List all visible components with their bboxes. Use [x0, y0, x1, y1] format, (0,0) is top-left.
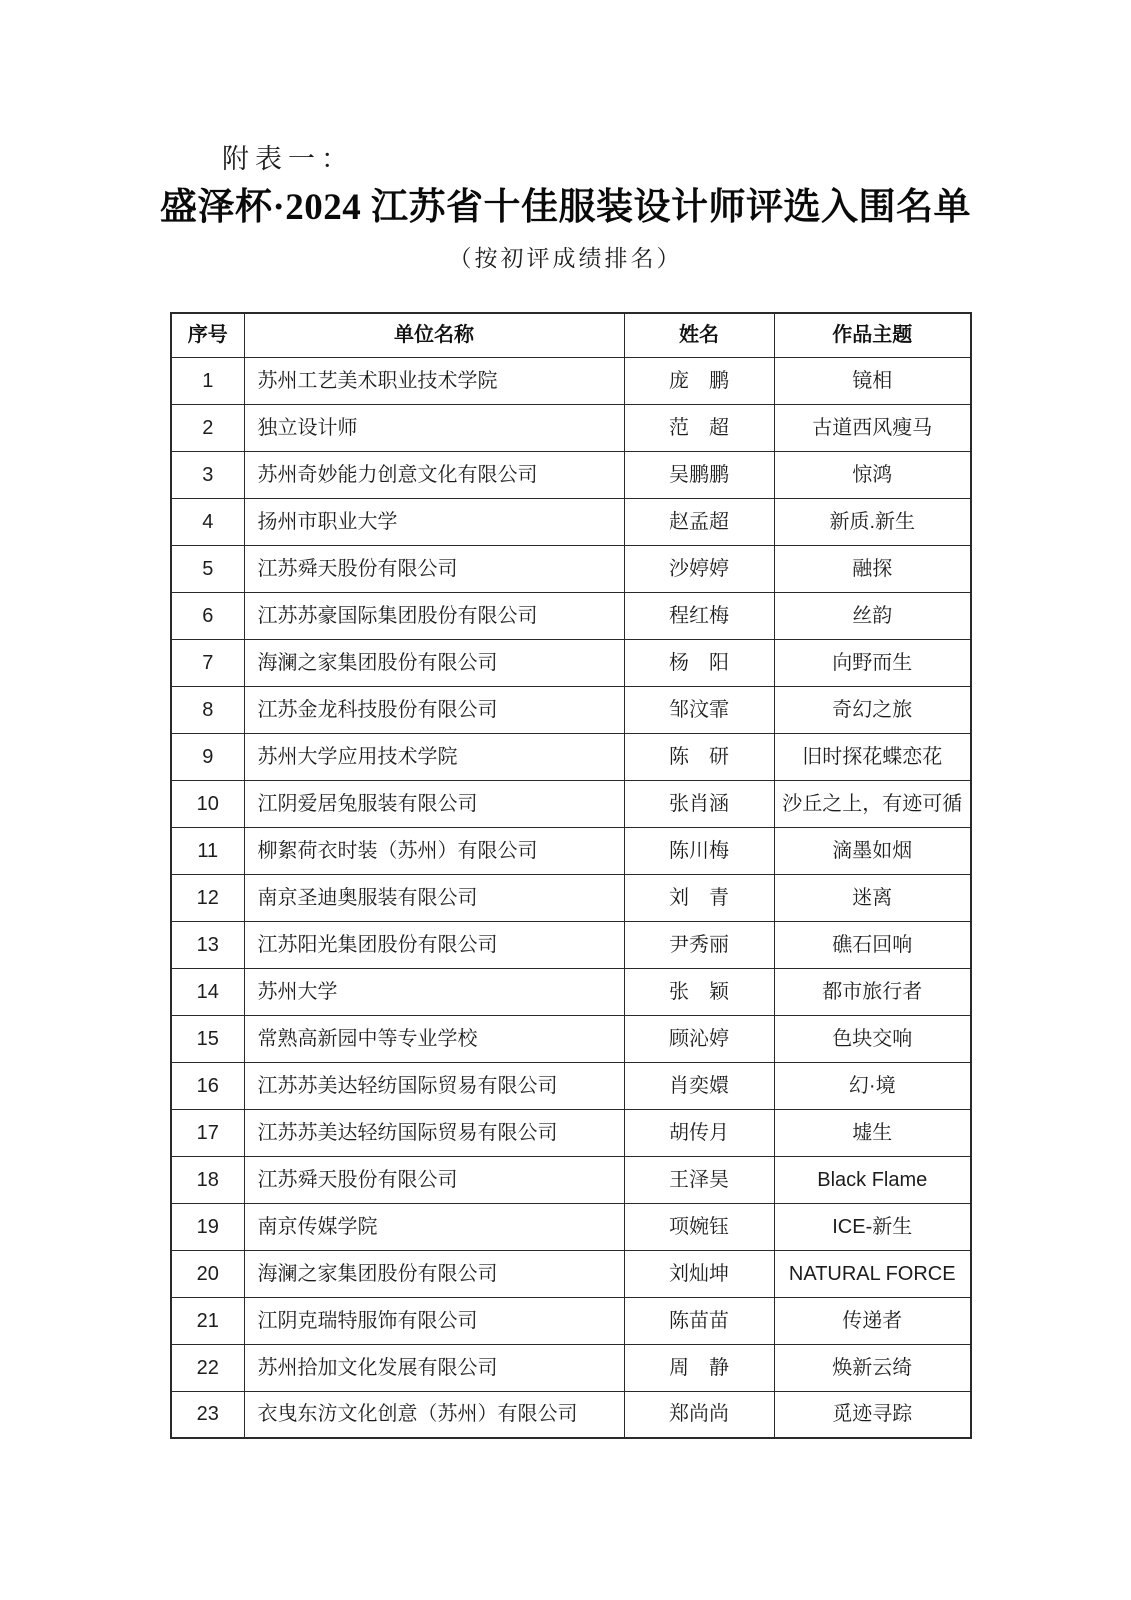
cell-organization: 独立设计师 — [244, 404, 624, 451]
cell-organization: 江苏舜天股份有限公司 — [244, 1156, 624, 1203]
cell-serial-number: 21 — [171, 1297, 244, 1344]
cell-work-theme: 旧时探花蝶恋花 — [774, 733, 971, 780]
cell-organization: 苏州大学应用技术学院 — [244, 733, 624, 780]
cell-work-theme: 奇幻之旅 — [774, 686, 971, 733]
cell-organization: 苏州工艺美术职业技术学院 — [244, 357, 624, 404]
cell-serial-number: 13 — [171, 921, 244, 968]
cell-work-theme: 沙丘之上，有迹可循 — [774, 780, 971, 827]
table-row — [171, 686, 971, 733]
table-row — [171, 1391, 971, 1438]
cell-serial-number: 19 — [171, 1203, 244, 1250]
cell-work-theme: 墟生 — [774, 1109, 971, 1156]
cell-designer-name: 张 颖 — [624, 968, 774, 1015]
cell-organization: 江阴克瑞特服饰有限公司 — [244, 1297, 624, 1344]
cell-serial-number: 18 — [171, 1156, 244, 1203]
cell-serial-number: 11 — [171, 827, 244, 874]
table-row — [171, 451, 971, 498]
cell-designer-name: 顾沁婷 — [624, 1015, 774, 1062]
cell-serial-number: 8 — [171, 686, 244, 733]
table-row — [171, 1109, 971, 1156]
cell-serial-number: 4 — [171, 498, 244, 545]
cell-serial-number: 3 — [171, 451, 244, 498]
cell-work-theme: 觅迹寻踪 — [774, 1391, 971, 1438]
table-row — [171, 827, 971, 874]
cell-organization: 江苏阳光集团股份有限公司 — [244, 921, 624, 968]
cell-organization: 南京传媒学院 — [244, 1203, 624, 1250]
cell-serial-number: 6 — [171, 592, 244, 639]
cell-organization: 江阴爱居兔服装有限公司 — [244, 780, 624, 827]
cell-organization: 海澜之家集团股份有限公司 — [244, 639, 624, 686]
cell-designer-name: 陈苗苗 — [624, 1297, 774, 1344]
cell-serial-number: 2 — [171, 404, 244, 451]
table-body — [171, 357, 971, 1438]
table-row — [171, 1250, 971, 1297]
cell-work-theme: 新质.新生 — [774, 498, 971, 545]
table-row — [171, 1297, 971, 1344]
cell-designer-name: 周 静 — [624, 1344, 774, 1391]
cell-designer-name: 邹汶霏 — [624, 686, 774, 733]
cell-organization: 江苏舜天股份有限公司 — [244, 545, 624, 592]
cell-serial-number: 20 — [171, 1250, 244, 1297]
table-row — [171, 592, 971, 639]
cell-designer-name: 沙婷婷 — [624, 545, 774, 592]
cell-designer-name: 陈 研 — [624, 733, 774, 780]
cell-organization: 衣曳东汸文化创意（苏州）有限公司 — [244, 1391, 624, 1438]
cell-designer-name: 王泽昊 — [624, 1156, 774, 1203]
cell-designer-name: 刘 青 — [624, 874, 774, 921]
cell-serial-number: 14 — [171, 968, 244, 1015]
cell-designer-name: 赵孟超 — [624, 498, 774, 545]
cell-organization: 南京圣迪奥服装有限公司 — [244, 874, 624, 921]
table-row — [171, 874, 971, 921]
shortlist-table — [170, 312, 972, 1439]
cell-serial-number: 16 — [171, 1062, 244, 1109]
cell-work-theme: 镜相 — [774, 357, 971, 404]
table-row — [171, 921, 971, 968]
cell-organization: 苏州奇妙能力创意文化有限公司 — [244, 451, 624, 498]
cell-serial-number: 10 — [171, 780, 244, 827]
cell-work-theme: 礁石回响 — [774, 921, 971, 968]
cell-designer-name: 程红梅 — [624, 592, 774, 639]
cell-organization: 苏州大学 — [244, 968, 624, 1015]
cell-organization: 江苏金龙科技股份有限公司 — [244, 686, 624, 733]
cell-work-theme: 色块交响 — [774, 1015, 971, 1062]
cell-work-theme: 焕新云绮 — [774, 1344, 971, 1391]
cell-work-theme: 滴墨如烟 — [774, 827, 971, 874]
cell-designer-name: 郑尚尚 — [624, 1391, 774, 1438]
cell-designer-name: 范 超 — [624, 404, 774, 451]
table-row — [171, 780, 971, 827]
table-row — [171, 1156, 971, 1203]
cell-organization: 常熟高新园中等专业学校 — [244, 1015, 624, 1062]
cell-serial-number: 1 — [171, 357, 244, 404]
cell-work-theme: 迷离 — [774, 874, 971, 921]
cell-work-theme: 传递者 — [774, 1297, 971, 1344]
cell-work-theme: 融探 — [774, 545, 971, 592]
cell-serial-number: 15 — [171, 1015, 244, 1062]
cell-designer-name: 尹秀丽 — [624, 921, 774, 968]
column-header-org: 单位名称 — [244, 313, 624, 357]
cell-organization: 苏州拾加文化发展有限公司 — [244, 1344, 624, 1391]
cell-designer-name: 陈川梅 — [624, 827, 774, 874]
cell-organization: 海澜之家集团股份有限公司 — [244, 1250, 624, 1297]
cell-designer-name: 肖奕嬛 — [624, 1062, 774, 1109]
cell-work-theme: 惊鸿 — [774, 451, 971, 498]
cell-serial-number: 12 — [171, 874, 244, 921]
cell-organization: 江苏苏美达轻纺国际贸易有限公司 — [244, 1109, 624, 1156]
cell-work-theme: NATURAL FORCE — [774, 1250, 971, 1297]
column-header-theme: 作品主题 — [774, 313, 971, 357]
table-row — [171, 968, 971, 1015]
cell-serial-number: 9 — [171, 733, 244, 780]
cell-work-theme: 丝韵 — [774, 592, 971, 639]
cell-work-theme: 向野而生 — [774, 639, 971, 686]
table-row — [171, 1015, 971, 1062]
cell-designer-name: 项婉钰 — [624, 1203, 774, 1250]
column-header-name: 姓名 — [624, 313, 774, 357]
page-subtitle: （按初评成绩排名） — [448, 246, 683, 271]
cell-work-theme: 幻·境 — [774, 1062, 971, 1109]
cell-work-theme: Black Flame — [774, 1156, 971, 1203]
cell-designer-name: 吴鹏鹏 — [624, 451, 774, 498]
cell-organization: 扬州市职业大学 — [244, 498, 624, 545]
cell-organization: 江苏苏美达轻纺国际贸易有限公司 — [244, 1062, 624, 1109]
cell-work-theme: 都市旅行者 — [774, 968, 971, 1015]
cell-work-theme: 古道西风瘦马 — [774, 404, 971, 451]
table-header-row — [171, 313, 971, 357]
cell-serial-number: 22 — [171, 1344, 244, 1391]
cell-designer-name: 刘灿坤 — [624, 1250, 774, 1297]
cell-serial-number: 17 — [171, 1109, 244, 1156]
table-row — [171, 357, 971, 404]
table-row — [171, 1203, 971, 1250]
cell-serial-number: 5 — [171, 545, 244, 592]
table-row — [171, 733, 971, 780]
page-title: 盛泽杯·2024 江苏省十佳服装设计师评选入围名单 — [159, 187, 972, 228]
column-header-no: 序号 — [171, 313, 244, 357]
cell-serial-number: 23 — [171, 1391, 244, 1438]
cell-designer-name: 张肖涵 — [624, 780, 774, 827]
cell-designer-name: 杨 阳 — [624, 639, 774, 686]
table-row — [171, 639, 971, 686]
cell-designer-name: 胡传月 — [624, 1109, 774, 1156]
cell-organization: 江苏苏豪国际集团股份有限公司 — [244, 592, 624, 639]
table-row — [171, 1062, 971, 1109]
cell-serial-number: 7 — [171, 639, 244, 686]
table-row — [171, 404, 971, 451]
table-row — [171, 545, 971, 592]
cell-designer-name: 庞 鹏 — [624, 357, 774, 404]
table-row — [171, 498, 971, 545]
cell-organization: 柳絮荷衣时装（苏州）有限公司 — [244, 827, 624, 874]
annex-label: 附表一： — [222, 144, 354, 174]
table-row — [171, 1344, 971, 1391]
cell-work-theme: ICE-新生 — [774, 1203, 971, 1250]
